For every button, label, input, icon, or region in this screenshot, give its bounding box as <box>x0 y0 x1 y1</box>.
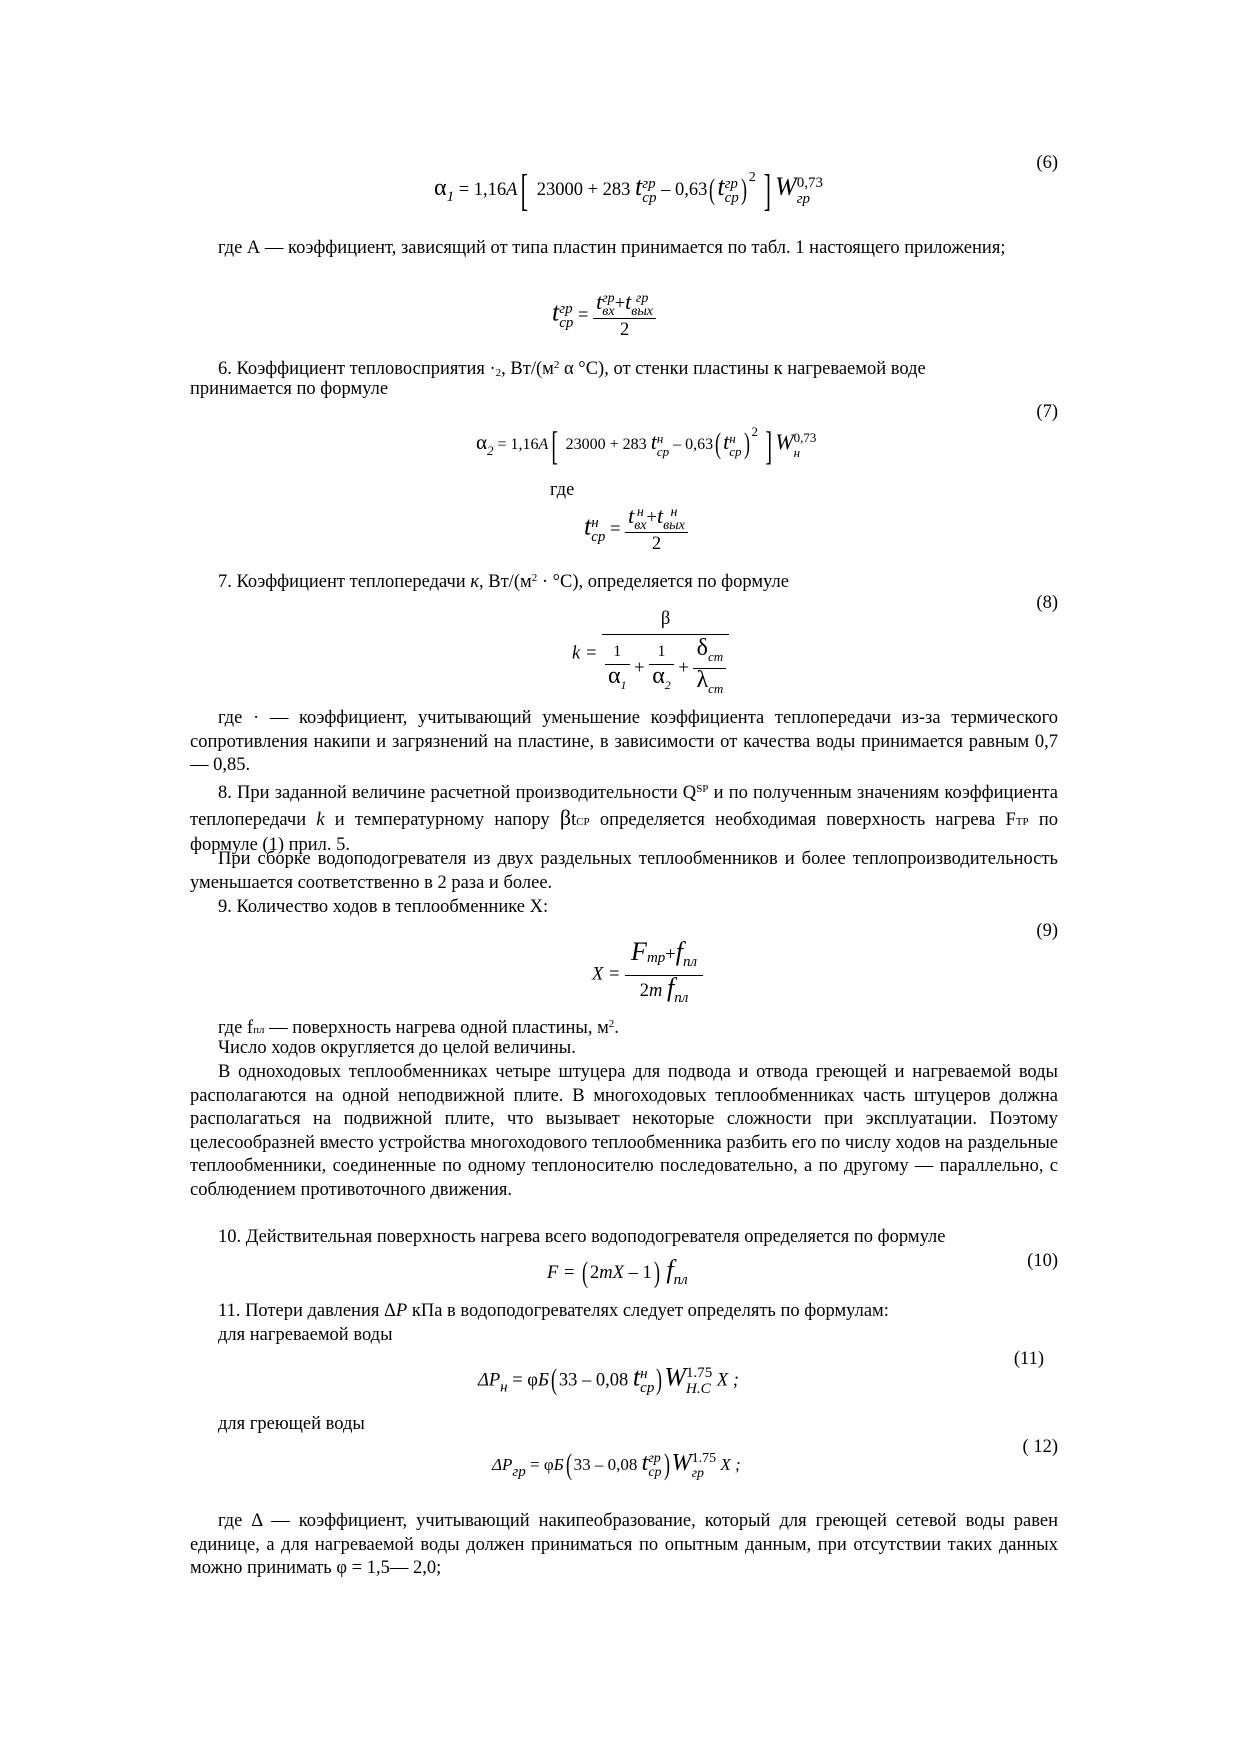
p6-text-a: 6. Коэффициент тепловосприятия · <box>218 359 496 379</box>
formula-10 <box>547 1255 688 1293</box>
beta-symbol: β <box>602 608 729 635</box>
left-bracket: [ <box>551 423 559 468</box>
formula-11-eq: = φ <box>512 1370 538 1391</box>
formula-8-term3 <box>693 634 726 701</box>
equation-number-6: (6) <box>1036 153 1058 173</box>
right-paren: ) <box>653 1256 660 1289</box>
left-paren: ( <box>709 173 716 206</box>
equation-number-7: (7) <box>1036 402 1058 422</box>
formula-6-coef: = 1,16 <box>458 180 507 200</box>
formula-7-w: W <box>775 429 794 454</box>
tcp-gr-t2: t <box>625 289 632 314</box>
tcp-gr-lhs-sub: ср <box>559 315 574 332</box>
formula-8-plus2: + <box>678 657 689 678</box>
formula-12-w-sub: гр <box>691 1466 705 1482</box>
formula-10-x: X <box>612 1263 624 1283</box>
formula-6-w-sup: 0,73 <box>796 174 823 191</box>
paragraph-round: Число ходов округляется до целой величины. <box>218 1038 576 1058</box>
formula-6-pow: 2 <box>748 170 756 185</box>
formula-9-plus: + <box>665 945 676 965</box>
tcp-gr-t1-sup: гр <box>602 290 615 306</box>
formula-11-w-sub: Н.С <box>686 1381 711 1397</box>
formula-12-eq: = φ <box>529 1455 554 1474</box>
formula-7-lhs-sub: 2 <box>487 443 494 458</box>
fpl-sup: 2 <box>608 1018 615 1030</box>
formula-12-x: X ; <box>720 1455 741 1474</box>
left-paren: ( <box>550 1363 557 1397</box>
formula-11-t-sub: ср <box>640 1380 655 1396</box>
equation-number-9: (9) <box>1036 921 1058 941</box>
formula-6-t2: t <box>717 172 725 201</box>
alpha-symbol: α <box>434 175 447 201</box>
p8-text-e: по формуле (1) прил. 5. <box>190 809 1058 855</box>
formula-6-t: t <box>635 172 643 201</box>
p8-t-sub: СР <box>576 815 590 828</box>
p6-text-b: , Вт/(м <box>501 359 554 379</box>
formula-8-term2 <box>649 640 674 697</box>
formula-6-w: W <box>775 172 797 201</box>
formula-6-t2-sub: ср <box>724 189 739 206</box>
where-label: где <box>550 480 575 500</box>
formula-11-t: t <box>632 1362 641 1392</box>
paragraph-6-line2: принимается по формуле <box>190 379 389 399</box>
formula-8-fraction <box>602 608 729 701</box>
formula-9-f-sub: пл <box>682 954 697 970</box>
tcp-n-den: 2 <box>651 533 662 554</box>
formula-8 <box>572 608 729 701</box>
left-bracket: [ <box>521 166 529 215</box>
tcp-gr-den: 2 <box>619 319 630 340</box>
formula-9-lhs: X = <box>592 964 621 985</box>
left-paren: ( <box>715 427 722 460</box>
p11-text-a: 11. Потери давления Δ <box>218 1301 396 1321</box>
tcp-n-eq: = <box>610 519 621 540</box>
formula-8-d-sub: ст <box>707 648 724 664</box>
alpha-symbol: α <box>652 662 665 689</box>
formula-12-inner: 33 – 0,08 <box>573 1455 638 1474</box>
formula-10-minus: – 1 <box>628 1263 652 1283</box>
tcp-gr-fraction <box>593 290 656 342</box>
p8-text-c: и температурному напору <box>324 809 560 830</box>
tcp-n-plus: + <box>646 508 657 528</box>
right-bracket: ] <box>764 166 772 215</box>
p7-sup: 2 <box>531 572 538 584</box>
right-paren: ) <box>740 173 747 206</box>
fpl-text-c: . <box>614 1018 619 1038</box>
p6-sup: 2 <box>553 359 560 371</box>
paragraph-coef-a: где А — коэффициент, зависящий от типа пластин принимается по табл. 1 настоящего приложения; <box>218 238 1006 258</box>
p6-sub: 2 <box>495 367 502 379</box>
tcp-gr-lhs-t: t <box>552 297 560 327</box>
paragraph-9: 9. Количество ходов в теплообменнике Х: <box>218 897 549 917</box>
formula-11-lhs-sub: н <box>500 1379 508 1396</box>
formula-9-den-a: 2 <box>639 980 649 1001</box>
equation-number-12: ( 12) <box>1022 1437 1058 1457</box>
p8-sup: SP <box>696 783 709 795</box>
tcp-gr-t1: t <box>596 289 603 314</box>
formula-7-t2: t <box>723 429 730 454</box>
right-paren: ) <box>743 427 750 460</box>
p8-t: t <box>571 809 577 830</box>
formula-6-var: A <box>506 180 518 200</box>
formula-9-den-m: m <box>649 980 663 1001</box>
formula-10-inner: 2 <box>590 1263 600 1283</box>
formula-7-w-sup: 0,73 <box>793 430 817 446</box>
tcp-n-t1-sub: вх <box>634 517 647 533</box>
formula-9-F-sub: тр <box>646 950 666 966</box>
formula-6-w-sub: гр <box>796 190 811 207</box>
formula-7-var: A <box>538 436 549 453</box>
tcp-gr-lhs-sup: гр <box>559 301 573 318</box>
formula-9-fraction <box>625 937 703 1010</box>
formula-6-t-sub: ср <box>642 189 657 206</box>
formula-11-t-sup: н <box>640 1366 648 1382</box>
formula-6-minus: – 0,63 <box>661 180 708 200</box>
paragraph-11 <box>218 1300 889 1324</box>
formula-8-l-sub: ст <box>708 681 724 696</box>
formula-9-f: f <box>675 937 683 966</box>
left-paren: ( <box>582 1256 589 1289</box>
p7-text-c: · °С), определяется по формуле <box>537 572 789 592</box>
formula-7-t-sub: ср <box>656 444 670 460</box>
formula-11-lhs: ΔP <box>478 1370 501 1391</box>
beta-symbol: β <box>559 804 572 830</box>
formula-10-f: f <box>666 1255 674 1284</box>
formula-8-lhs: k = <box>572 643 598 664</box>
p8-text-b: и по полученным значениям коэффициента теплопередачи <box>190 783 1058 830</box>
formula-7-t: t <box>650 429 657 454</box>
paragraph-10: 10. Действительная поверхность нагрева всего водоподогревателя определяется по формуле <box>218 1227 946 1247</box>
lambda-symbol: λ <box>696 667 709 693</box>
formula-12-lhs: ΔP <box>492 1455 513 1474</box>
paragraph-heating: для греющей воды <box>218 1414 365 1434</box>
formula-9-den-f: f <box>667 972 675 1002</box>
formula-12-t-sub: ср <box>648 1465 662 1481</box>
right-bracket: ] <box>765 423 772 468</box>
tcp-gr-t2-sub: вых <box>631 303 654 319</box>
p8-f-sub: ТР <box>1015 815 1029 828</box>
formula-tcp-n <box>584 504 688 556</box>
tcp-gr-plus: + <box>614 294 626 314</box>
formula-7-t-sup: н <box>656 431 664 447</box>
formula-9-den-f-sub: пл <box>674 989 689 1006</box>
p11-p: Р <box>395 1301 408 1321</box>
tcp-n-lhs-sub: ср <box>591 529 606 546</box>
formula-6-lhs-sub: 1 <box>446 189 455 205</box>
right-paren: ) <box>663 1448 670 1481</box>
formula-8-a2-sub: 2 <box>664 677 671 692</box>
formula-8-term1 <box>605 640 630 697</box>
formula-11-x: X ; <box>716 1370 739 1391</box>
p8-k: k <box>316 809 325 830</box>
formula-tcp-gr <box>552 290 656 342</box>
formula-6 <box>434 166 823 215</box>
formula-12-lhs-sub: гр <box>512 1464 526 1480</box>
paragraph-beta: где · — коэффициент, учитывающий уменьшение коэффициента теплопередачи из-за термического сопротивления накипи и загрязнений на пластине, в зависимости от качества воды принимается равным 0,7 — 0,85. <box>190 708 1058 775</box>
formula-9-F: F <box>631 937 647 966</box>
formula-7-w-sub: н <box>793 445 801 461</box>
paragraph-7 <box>218 567 789 595</box>
formula-10-lhs: F = <box>547 1263 576 1283</box>
tcp-gr-t2-sup: гр <box>635 290 649 306</box>
equation-number-11: (11) <box>1013 1349 1044 1369</box>
formula-8-one1: 1 <box>605 640 630 665</box>
formula-6-const: 23000 <box>536 180 583 200</box>
tcp-n-t2-sup: н <box>670 504 678 520</box>
formula-7-plus: + 283 <box>609 436 647 453</box>
formula-11-inner: 33 – 0,08 <box>558 1370 629 1391</box>
formula-12-w: W <box>671 1450 692 1476</box>
fpl-text-b: — поверхность нагрева одной пластины, м <box>264 1018 609 1038</box>
equation-number-10: (10) <box>1027 1251 1058 1271</box>
formula-7-t2-sub: ср <box>729 444 742 460</box>
p8-text-d: определяется необходимая поверхность нагрева F <box>589 809 1016 830</box>
p7-text-a: 7. Коэффициент теплопередачи <box>218 572 471 592</box>
tcp-n-t1-sup: н <box>636 504 644 520</box>
formula-9 <box>592 937 703 1010</box>
tcp-gr-eq: = <box>578 305 589 326</box>
formula-12-t: t <box>641 1450 649 1476</box>
p7-text-b: , Вт/(м <box>479 572 532 592</box>
formula-12-t-sup: гр <box>648 1451 661 1467</box>
formula-8-plus1: + <box>634 657 645 678</box>
alpha-symbol: α <box>607 662 621 689</box>
formula-11 <box>478 1362 739 1400</box>
paragraph-single-pass: В одноходовых теплообменниках четыре штуцера для подвода и отвода греющей и нагреваемой воды располагаются на одной неподвижной плите. В многоходовых теплообменниках часть штуцеров должна располагаться на подвижной плите, что вызывает некоторые сложности при эксплуатации. Поэтому целесообразней вместо устройства многоходового теплообменника разбить его по числу ходов на раздельные теплообменники, соединенные по одному теплоносителю последовательно, а по другому — параллельно, с соблюдением противоточного движения. <box>190 1062 1058 1200</box>
tcp-n-lhs-t: t <box>584 511 592 541</box>
right-paren: ) <box>656 1363 663 1397</box>
alpha-symbol: α <box>476 430 488 454</box>
formula-7-pow: 2 <box>751 424 758 439</box>
formula-7-minus: – 0,63 <box>673 436 714 453</box>
formula-10-m: m <box>599 1263 613 1283</box>
p11-text-b: кПа в водоподогревателях следует определять по формулам: <box>407 1301 889 1321</box>
equation-number-8: (8) <box>1036 593 1058 613</box>
formula-8-a1-sub: 1 <box>620 677 627 692</box>
tcp-gr-t1-sub: вх <box>602 303 615 319</box>
p7-k: к <box>470 572 479 592</box>
left-paren: ( <box>565 1448 572 1481</box>
formula-7-const: 23000 <box>565 436 606 453</box>
formula-8-one2: 1 <box>649 640 674 665</box>
tcp-n-t1: t <box>628 503 635 528</box>
formula-10-f-sub: пл <box>673 1272 688 1288</box>
tcp-n-fraction <box>625 504 688 556</box>
p8-text-a: 8. При заданной величине расчетной производительности Q <box>218 783 697 803</box>
tcp-n-lhs-sup: н <box>591 515 599 532</box>
formula-12-b: Б <box>553 1455 564 1474</box>
paragraph-delta: где Δ — коэффициент, учитывающий накипеобразование, который для греющей сетевой воды равен единице, а для нагреваемой воды должен приниматься по опытным данным, при отсутствии таких данных можно принимать φ = 1,5— 2,0; <box>190 1511 1058 1578</box>
formula-6-plus: + 283 <box>587 180 631 200</box>
delta-symbol: δ <box>696 634 708 661</box>
paragraph-8 <box>190 778 1058 858</box>
paragraph-assembly: При сборке водоподогревателя из двух раздельных теплообменников и более теплопроизводительность уменьшается соответственно в 2 раза и более. <box>190 849 1058 893</box>
fpl-text-a: где f <box>218 1018 254 1038</box>
fpl-sub: пл <box>253 1024 265 1036</box>
formula-11-b: Б <box>538 1370 549 1391</box>
tcp-n-t2-sub: вых <box>663 517 685 533</box>
tcp-n-t2: t <box>656 503 664 528</box>
formula-6-t2-sup: гр <box>724 175 738 192</box>
p6-text-c: α °С), от стенки пластины к нагреваемой воде <box>559 359 926 379</box>
formula-11-w: W <box>664 1362 686 1392</box>
formula-7 <box>476 420 816 466</box>
formula-11-w-sup: 1.75 <box>686 1365 713 1381</box>
formula-12-w-sup: 1.75 <box>691 1451 717 1467</box>
formula-7-t2-sup: н <box>729 431 736 447</box>
formula-6-t-sup: гр <box>642 175 656 192</box>
paragraph-heated: для нагреваемой воды <box>218 1325 393 1345</box>
formula-7-coef: = 1,16 <box>497 436 539 453</box>
formula-12 <box>492 1448 741 1485</box>
